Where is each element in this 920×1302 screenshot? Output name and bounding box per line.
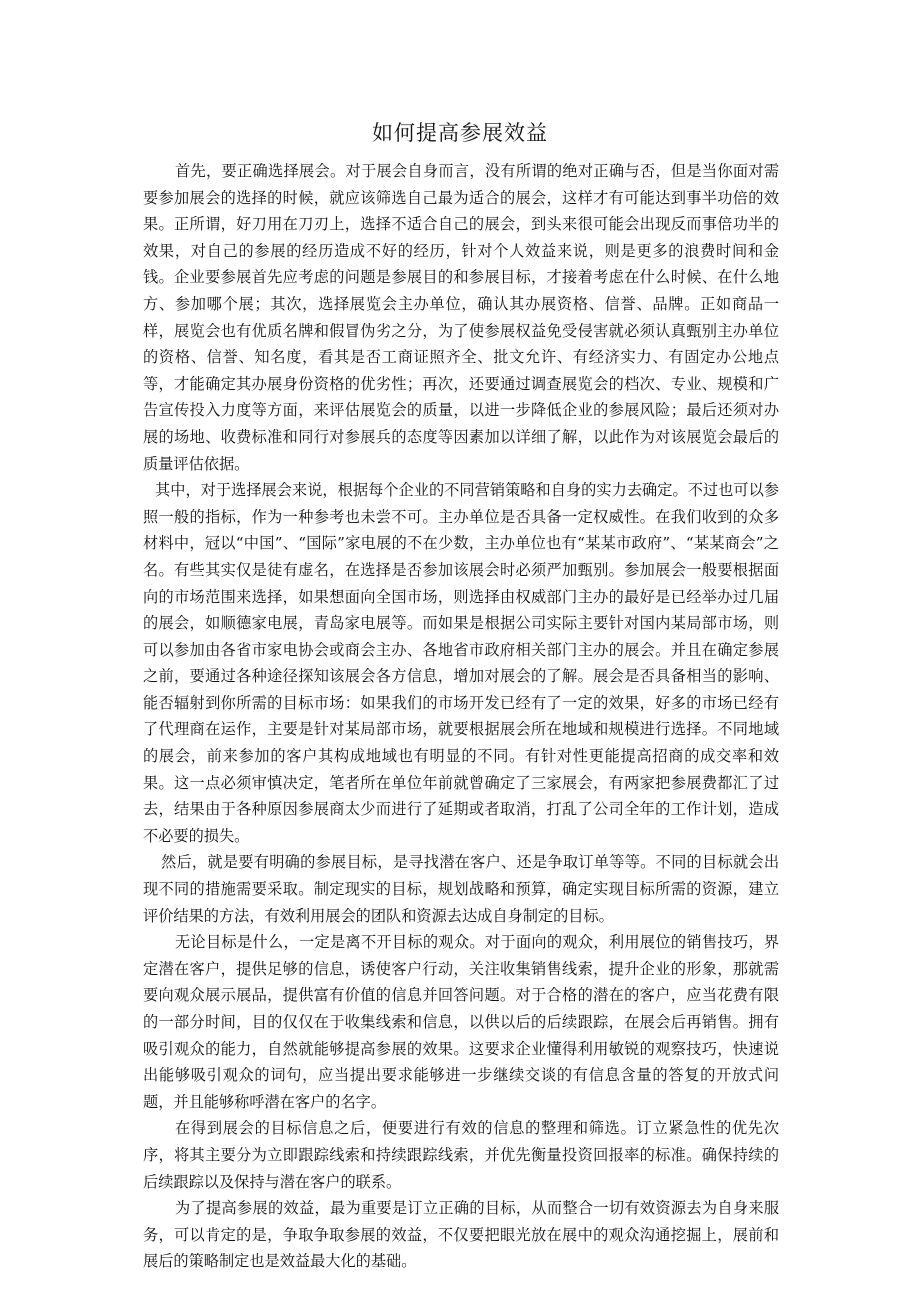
paragraph-4: 无论目标是什么，一定是离不开目标的观众。对于面向的观众，利用展位的销售技巧，界定潜在客户，提供足够的信息，诱使客户行动，关注收集销售线索，提升企业的形象，那就需要向观众展示展品，提供富有价值的信息并回答问题。对于合格的潜在的客户，应当花费有限的一部分时间，目的仅仅在于收集线索和信息，以供以后的后续跟踪，在展会后再销售。拥有吸引观众的能力，自然就能够提高参展的效果。这要求企业懂得利用敏锐的观察技巧，快速说出能够吸引观众的词句，应当提出要求能够进一步继续交谈的有信息含量的答复的开放式问题，并且能够称呼潜在客户的名字。 bbox=[143, 933, 779, 1111]
paragraph-1: 首先，要正确选择展会。对于展会自身而言，没有所谓的绝对正确与否，但是当你面对需要参加展会的选择的时候，就应该筛选自己最为适合的展会，这样才有可能达到事半功倍的效果。正所谓，好刀用在刀刃上，选择不适合自己的展会，到头来很可能会出现反而事倍功半的效果，对自己的参展的经历造成不好的经历，针对个人效益来说，则是更多的浪费时间和金钱。企业要参展首先应考虑的问题是参展目的和参展目标，才接着考虑在什么时候、在什么地方、参加哪个展；其次，选择展览会主办单位，确认其办展资格、信誉、品牌。正如商品一样，展览会也有优质名牌和假冒伪劣之分，为了使参展权益免受侵害就必须认真甄别主办单位的资格、信誉、知名度，看其是否工商证照齐全、批文允许、有经济实力、有固定办公地点等，才能确定其办展身份资格的优劣性；再次，还要通过调查展览会的档次、专业、规模和广告宣传投入力度等方面，来评估展览会的质量，以进一步降低企业的参展风险；最后还须对办展的场地、收费标准和同行对参展兵的态度等因素加以详细了解，以此作为对该展览会最后的质量评估依据。 bbox=[143, 162, 779, 473]
paragraph-6: 为了提高参展的效益，最为重要是订立正确的目标，从而整合一切有效资源去为自身来服务，可以肯定的是，争取争取参展的效益，不仅要把眼光放在展中的观众沟通挖掘上，展前和展后的策略制定也是效益最大化的基础。 bbox=[143, 1199, 779, 1271]
paragraph-2: 其中，对于选择展会来说，根据每个企业的不同营销策略和自身的实力去确定。不过也可以参照一般的指标，作为一种参考也未尝不可。主办单位是否具备一定权威性。在我们收到的众多材料中，冠以“中国”、“国际”家电展的不在少数，主办单位也有“某某市政府”、“某某商会”之名。有些其实仅是徒有虚名，在选择是否参加该展会时必须严加甄别。参加展会一般要根据面向的市场范围来选择，如果想面向全国市场，则选择由权威部门主办的最好是已经举办过几届的展会，如顺德家电展，青岛家电展等。而如果是根据公司实际主要针对国内某局部市场，则可以参加由各省市家电协会或商会主办、各地省市政府相关部门主办的展会。并且在确定参展之前，要通过各种途径探知该展会各方信息，增加对展会的了解。展会是否具备相当的影响、能否辐射到你所需的目标市场：如果我们的市场开发已经有了一定的效果，好多的市场已经有了代理商在运作，主要是针对某局部市场，就要根据展会所在地域和规模进行选择。不同地域的展会，前来参加的客户其构成地域也有明显的不同。有针对性更能提高招商的成交率和效果。这一点必须审慎决定，笔者所在单位年前就曾确定了三家展会，有两家把参展费都汇了过去，结果由于各种原因参展商太少而进行了延期或者取消，打乱了公司全年的工作计划，造成不必要的损失。 bbox=[143, 481, 779, 845]
document-title: 如何提高参展效益 bbox=[372, 121, 548, 145]
document-body bbox=[143, 158, 779, 1275]
paragraph-5: 在得到展会的目标信息之后，便要进行有效的信息的整理和筛选。订立紧急性的优先次序，将其主要分为立即跟踪线索和持续跟踪线索，并优先衡量投资回报率的标准。确保持续的后续跟踪以及保持与潜在客户的联系。 bbox=[143, 1119, 779, 1191]
paragraph-3: 然后，就是要有明确的参展目标，是寻找潜在客户、还是争取订单等等。不同的目标就会出现不同的措施需要采取。制定现实的目标，规划战略和预算，确定实现目标所需的资源，建立评价结果的方法，有效利用展会的团队和资源去达成自身制定的目标。 bbox=[143, 853, 779, 925]
